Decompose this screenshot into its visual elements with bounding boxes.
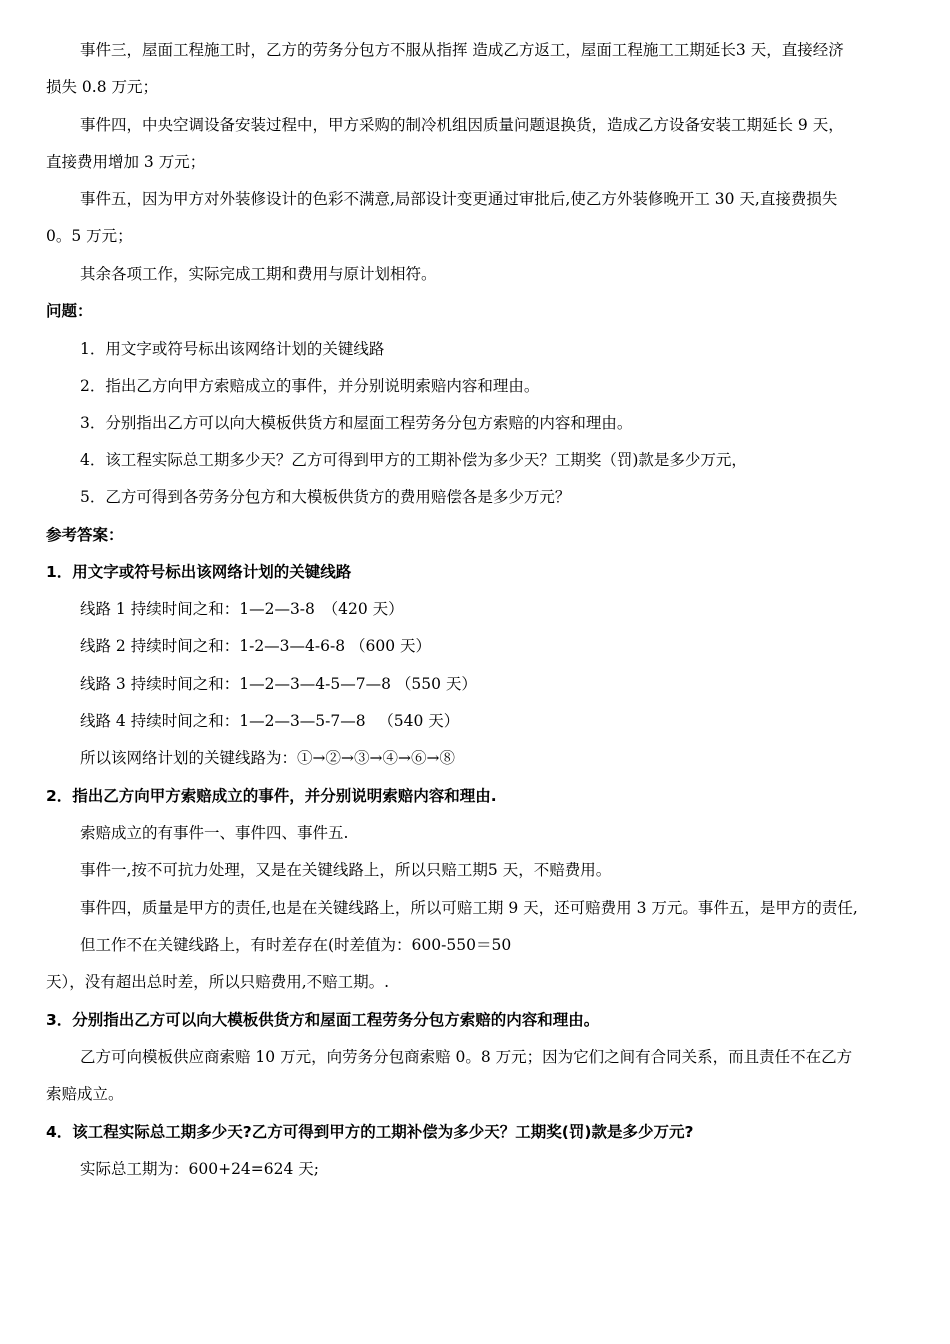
critical-path-conclusion: 所以该网络计划的关键线路为：①→②→③→④→⑥→⑧ [80,749,455,767]
answer-4-title: 4．该工程实际总工期多少天?乙方可得到甲方的工期补偿为多少天？工期奖(罚)款是多少万元? [46,1123,694,1141]
event3-line2: 损失 0.8 万元； [46,78,159,96]
event4-line1: 事件四，中央空调设备安装过程中，甲方采购的制冷机组因质量问题退换货，造成乙方设备安装工期延长 9 天， [80,116,844,134]
route-3: 线路 3 持续时间之和：1—2—3—4-5—7—8 （550 天） [80,675,477,693]
answer-2-line2: 事件一,按不可抗力处理，又是在关键线路上，所以只赔工期5 天，不赔费用。 [80,861,612,879]
answer-2-line5: 天），没有超出总时差，所以只赔费用,不赔工期。. [46,973,390,991]
route-2: 线路 2 持续时间之和：1-2—3—4-6-8 （600 天） [80,637,432,655]
answer-4-line1: 实际总工期为：600+24=624 天; [80,1160,320,1178]
answers-heading: 参考答案： [46,526,124,544]
event3-line1: 事件三，屋面工程施工时，乙方的劳务分包方不服从指挥 造成乙方返工，屋面工程施工工期延长3 天，直接经济 [80,41,844,59]
question-item-4: 4．该工程实际总工期多少天？乙方可得到甲方的工期补偿为多少天？工期奖（罚)款是多少万元， [80,451,747,469]
questions-heading: 问题： [46,302,93,320]
question-item-3: 3．分别指出乙方可以向大模板供货方和屋面工程劳务分包方索赔的内容和理由。 [80,414,633,432]
event5-line1: 事件五，因为甲方对外装修设计的色彩不满意,局部设计变更通过审批后,使乙方外装修晚开工 30 天,直接费损失 [80,190,838,208]
event5-line2: 0。5 万元； [46,227,133,245]
question-item-5: 5．乙方可得到各劳务分包方和大模板供货方的费用赔偿各是多少万元？ [80,488,571,506]
route-1: 线路 1 持续时间之和：1—2—3-8 （420 天） [80,600,404,618]
event4-line2: 直接费用增加 3 万元； [46,153,206,171]
question-item-2: 2．指出乙方向甲方索赔成立的事件，并分别说明索赔内容和理由。 [80,377,540,395]
question-item-1: 1．用文字或符号标出该网络计划的关键线路 [80,340,385,358]
answer-2-line1: 索赔成立的有事件一、事件四、事件五. [80,824,349,842]
answer-3-line2: 索赔成立。 [46,1085,124,1103]
answer-2-title: 2．指出乙方向甲方索赔成立的事件，并分别说明索赔内容和理由. [46,787,497,805]
answer-3-title: 3．分别指出乙方可以向大模板供货方和屋面工程劳务分包方索赔的内容和理由。 [46,1011,600,1029]
answer-1-title: 1．用文字或符号标出该网络计划的关键线路 [46,563,352,581]
answer-2-line4: 但工作不在关键线路上，有时差存在(时差值为：600-550＝50 [80,936,512,954]
answer-3-line1: 乙方可向模板供应商索赔 10 万元，向劳务分包商索赔 0。8 万元；因为它们之间有合同关系，而且责任不在乙方 [80,1048,853,1066]
others-note: 其余各项工作，实际完成工期和费用与原计划相符。 [80,265,437,283]
answer-2-line3: 事件四，质量是甲方的责任,也是在关键线路上，所以可赔工期 9 天，还可赔费用 3 万元。事件五，是甲方的责任, [80,899,858,917]
route-4: 线路 4 持续时间之和：1—2—3—5-7—8 （540 天） [80,712,460,730]
